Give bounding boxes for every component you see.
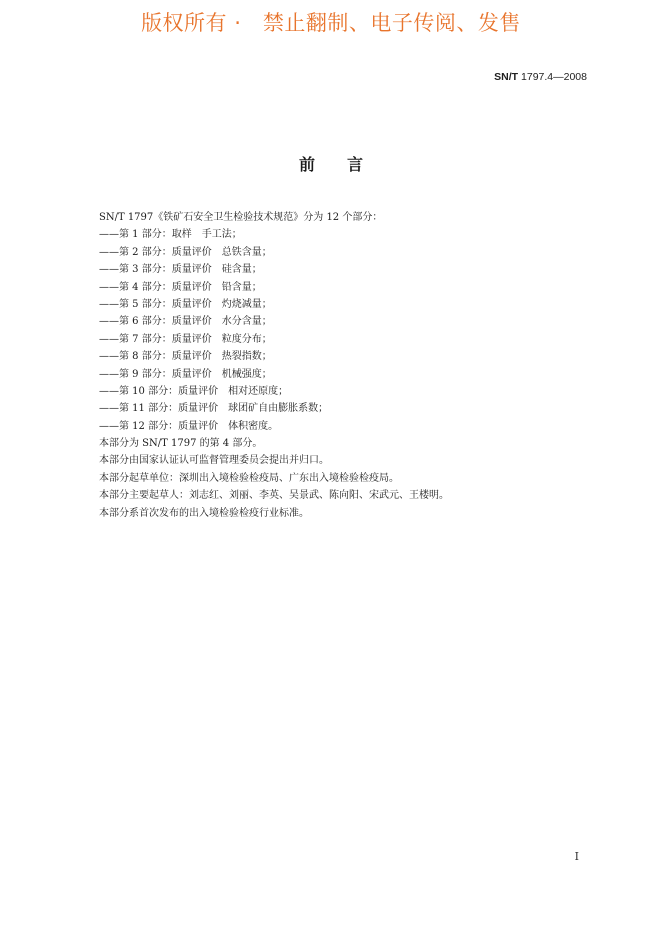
standard-code <box>494 71 587 83</box>
statement-line: 本部分起草单位：深圳出入境检验检疫局、广东出入境检验检疫局。 <box>99 472 399 484</box>
statement-line: 本部分为 SN/T 1797 的第 4 部分。 <box>99 438 263 450</box>
part-list-item: ——第 12 部分：质量评价 体积密度。 <box>99 420 279 432</box>
intro-line: SN/T 1797《铁矿石安全卫生检验技术规范》分为 12 个部分： <box>99 212 383 223</box>
part-list-item: ——第 6 部分：质量评价 水分含量； <box>99 316 272 328</box>
part-list-item: ——第 2 部分：质量评价 总铁含量； <box>99 246 272 258</box>
standard-code-number: 1797.4—2008 <box>521 71 587 83</box>
statement-line: 本部分系首次发布的出入境检验检疫行业标准。 <box>99 507 309 519</box>
part-list-item: ——第 7 部分：质量评价 粒度分布； <box>99 333 272 345</box>
part-list-item: ——第 4 部分：质量评价 铅含量； <box>99 281 262 293</box>
document-body <box>99 209 589 522</box>
part-list-item: ——第 8 部分：质量评价 热裂指数； <box>99 351 272 363</box>
statement-line: 本部分主要起草人：刘志红、刘丽、李英、吴景武、陈向阳、宋武元、王楼明。 <box>99 490 449 502</box>
part-list-item: ——第 5 部分：质量评价 灼烧减量； <box>99 298 272 310</box>
statement-line: 本部分由国家认证认可监督管理委员会提出并归口。 <box>99 455 329 467</box>
standard-code-prefix: SN/T <box>494 71 519 83</box>
page-number: I <box>574 850 579 863</box>
part-list-item: ——第 11 部分：质量评价 球团矿自由膨胀系数； <box>99 403 329 415</box>
part-list-item: ——第 1 部分：取样 手工法； <box>99 229 242 241</box>
part-list-item: ——第 3 部分：质量评价 硅含量； <box>99 264 262 276</box>
part-list-item: ——第 10 部分：质量评价 相对还原度； <box>99 385 289 397</box>
copyright-watermark: 版权所有 · 禁止翻制、电子传阅、发售 <box>141 11 521 35</box>
page-title: 前言 <box>298 155 395 174</box>
part-list-item: ——第 9 部分：质量评价 机械强度； <box>99 368 272 380</box>
